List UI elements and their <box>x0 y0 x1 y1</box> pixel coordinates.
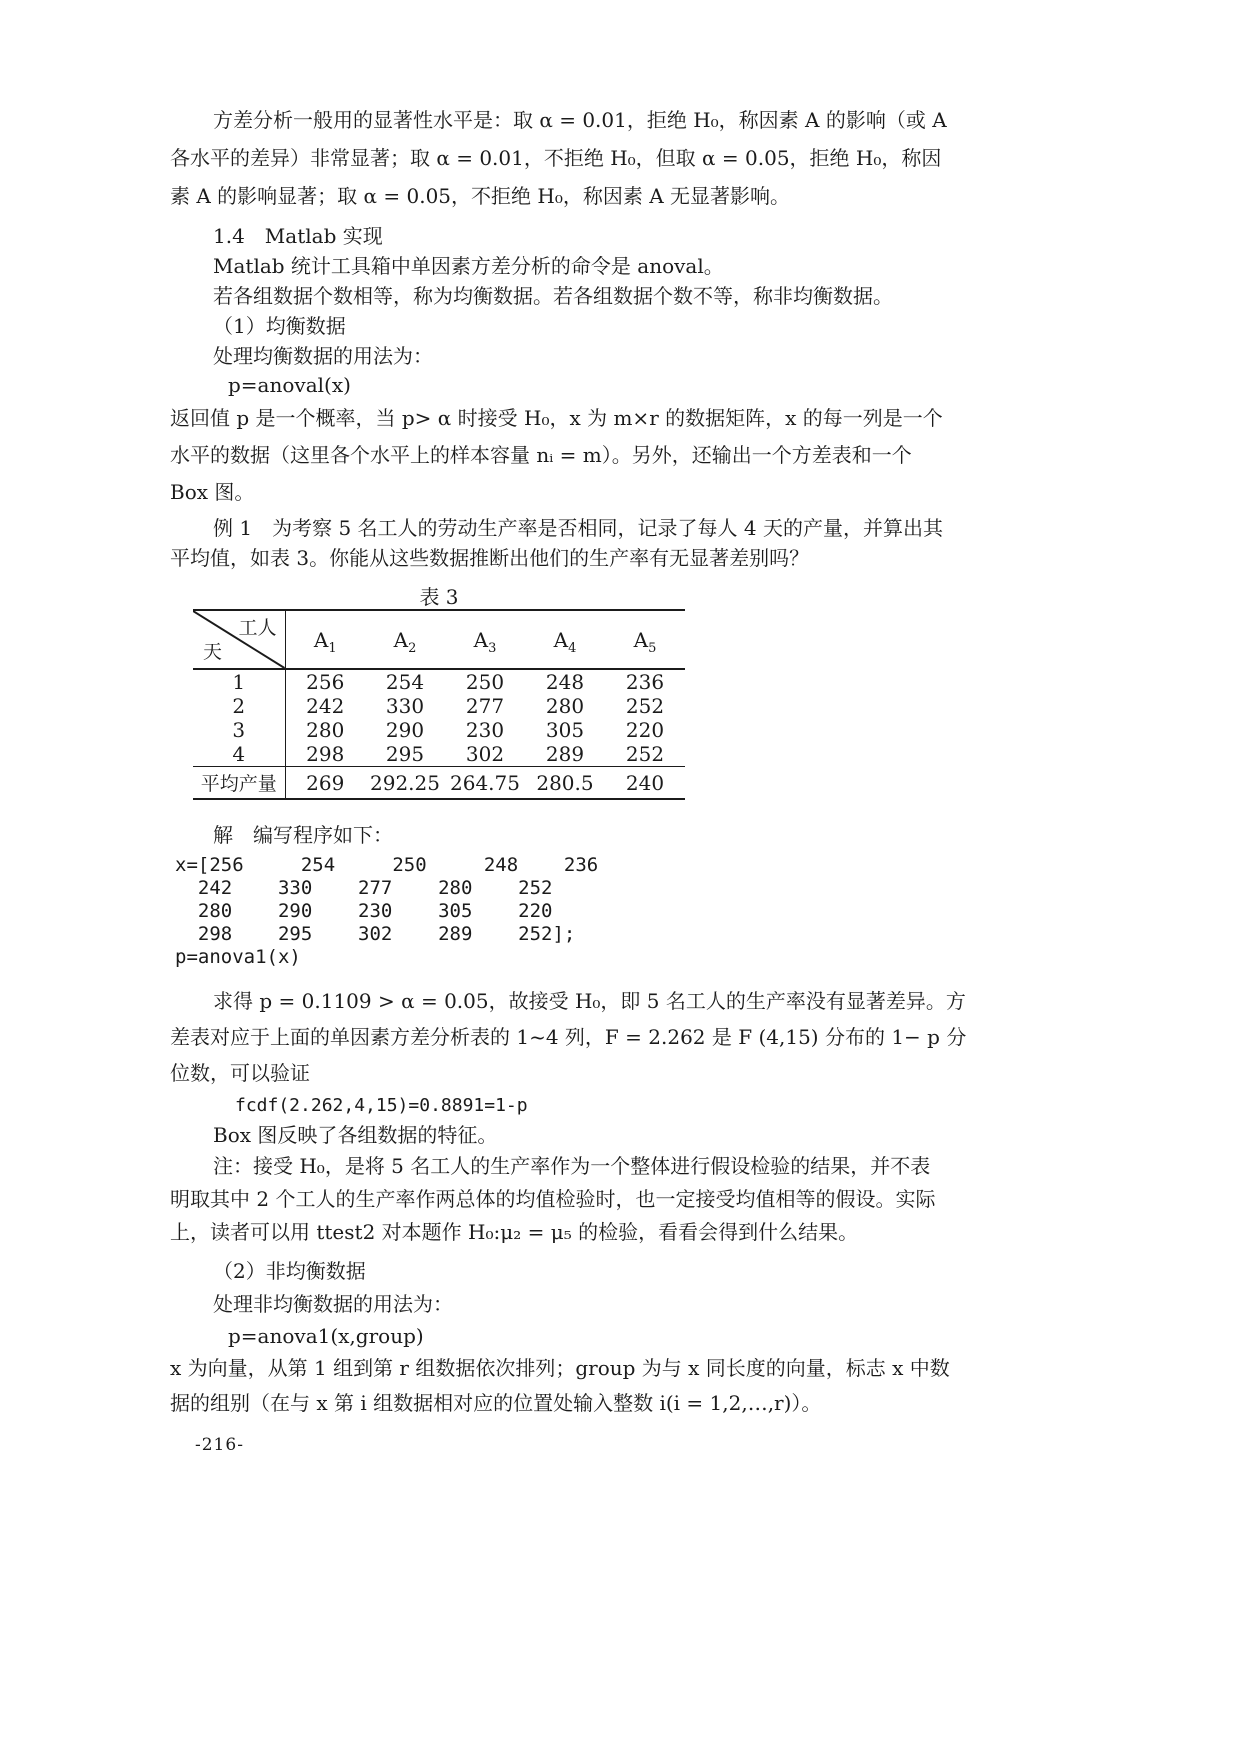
table-row-day4: 4 298 295 302 289 252 <box>193 742 685 767</box>
group-line-2: 据的组别（在与 x 第 i 组数据相对应的位置处输入整数 i(i = 1,2,…,r)）。 <box>170 1391 822 1415</box>
item1-label: （1）均衡数据 <box>213 314 346 338</box>
code-line-2: 242 330 277 280 252 <box>175 877 553 899</box>
table-corner-cell <box>193 610 285 669</box>
syntax-anoval: p=anoval(x) <box>228 373 351 397</box>
col-header-a4: $A_4$ <box>525 610 605 669</box>
example-1-paragraph <box>170 513 943 573</box>
group-line-1: x 为向量，从第 1 组到第 r 组数据依次排列；group 为与 x 同长度的向量，标志 x 中数 <box>170 1356 950 1380</box>
code-line-4: 298 295 302 289 252]; <box>175 923 576 945</box>
result-line-3: 位数，可以验证 <box>170 1061 310 1085</box>
note-line-3: 上，读者可以用 ttest2 对本题作 H₀:μ₂ = μ₅ 的检验，看看会得到什么结果。 <box>170 1220 859 1244</box>
section-heading: 1.4 Matlab 实现 <box>213 224 383 248</box>
page-content <box>170 101 967 1455</box>
usage1-line: 处理均衡数据的用法为： <box>213 344 433 368</box>
col-header-a1: $A_1$ <box>285 610 365 669</box>
intro-line-2: 各水平的差异）非常显著；取 α = 0.01，不拒绝 H₀，但取 α = 0.05，拒绝 H₀，称因 <box>170 146 942 170</box>
page-number: -216- <box>195 1435 244 1455</box>
table-row-day1: 1 256 254 250 248 236 <box>193 669 685 694</box>
intro-paragraph <box>170 101 947 215</box>
col-header-a3: $A_3$ <box>445 610 525 669</box>
col-header-a2: $A_2$ <box>365 610 445 669</box>
result-line-2: 差表对应于上面的单因素方差分析表的 1~4 列，F = 2.262 是 F (4,15) 分布的 1− p 分 <box>170 1025 967 1049</box>
result-paragraph <box>170 983 967 1091</box>
note-paragraph <box>170 1150 940 1249</box>
corner-label-day: 天 <box>203 641 223 663</box>
matlab-code-block <box>170 854 940 969</box>
code-line-5: p=anova1(x) <box>175 946 301 968</box>
return-value-paragraph <box>170 400 943 511</box>
intro-line-3: 素 A 的影响显著；取 α = 0.05，不拒绝 H₀，称因素 A 无显著影响。 <box>170 184 790 208</box>
table-row-day3: 3 280 290 230 305 220 <box>193 718 685 742</box>
corner-label-worker: 工人 <box>238 617 277 639</box>
table-row-day2: 2 242 330 277 280 252 <box>193 694 685 718</box>
fcdf-verification-line: fcdf(2.262,4,15)=0.8891=1-p <box>235 1095 528 1116</box>
return-line-1: 返回值 p 是一个概率，当 p> α 时接受 H₀，x 为 m×r 的数据矩阵，x 的每一列是一个 <box>170 406 943 430</box>
result-line-1: 求得 p = 0.1109 > α = 0.05，故接受 H₀，即 5 名工人的生产率没有显著差异。方 <box>213 989 966 1013</box>
code-line-1: x=[256 254 250 248 236 <box>175 854 599 876</box>
solution-heading <box>170 820 940 850</box>
solution-line: 解 编写程序如下： <box>213 823 393 847</box>
box-plot-line: Box 图反映了各组数据的特征。 <box>213 1123 498 1147</box>
table-3 <box>193 609 685 800</box>
group-vector-paragraph <box>170 1351 950 1421</box>
table-average-row: 平均产量 269 292.25 264.75 280.5 240 <box>193 767 685 800</box>
example-line-1: 例 1 为考察 5 名工人的劳动生产率是否相同，记录了每人 4 天的产量，并算出其 <box>213 516 943 540</box>
usage2-line: 处理非均衡数据的用法为： <box>213 1292 453 1316</box>
section-matlab <box>170 221 940 371</box>
balanced-data-line: 若各组数据个数相等，称为均衡数据。若各组数据个数不等，称非均衡数据。 <box>213 284 893 308</box>
note-line-2: 明取其中 2 个工人的生产率作两总体的均值检验时，也一定接受均值相等的假设。实际 <box>170 1187 936 1211</box>
col-header-a5: $A_5$ <box>605 610 685 669</box>
section-unbalanced <box>170 1255 940 1321</box>
table-header-row <box>193 610 685 669</box>
return-line-3: Box 图。 <box>170 480 255 504</box>
intro-line-1: 方差分析一般用的显著性水平是：取 α = 0.01，拒绝 H₀，称因素 A 的影响（或 A <box>213 108 947 132</box>
syntax-anova1-group: p=anova1(x,group) <box>228 1324 424 1348</box>
example-line-2: 平均值，如表 3。你能从这些数据推断出他们的生产率有无显著差别吗？ <box>170 546 810 570</box>
note-line-1: 注：接受 H₀，是将 5 名工人的生产率作为一个整体进行假设检验的结果，并不表 <box>213 1154 931 1178</box>
return-line-2: 水平的数据（这里各个水平上的样本容量 nᵢ = m）。另外，还输出一个方差表和一个 <box>170 443 912 467</box>
item2-label: （2）非均衡数据 <box>213 1259 366 1283</box>
code-line-3: 280 290 230 305 220 <box>175 900 553 922</box>
command-intro-line: Matlab 统计工具箱中单因素方差分析的命令是 anoval。 <box>213 254 724 278</box>
table-caption: 表 3 <box>419 585 459 609</box>
